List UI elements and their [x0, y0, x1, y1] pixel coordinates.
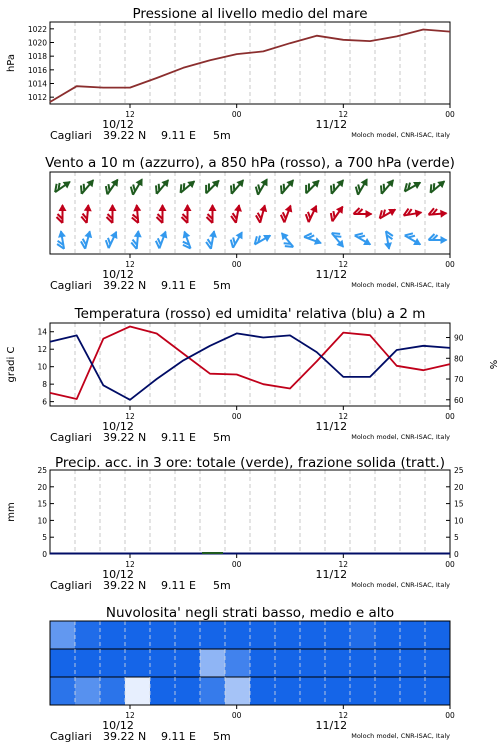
barb-arrowhead: [57, 229, 66, 237]
wind-barb: [182, 204, 192, 223]
cloud-cell: [275, 621, 301, 650]
panel-title: Temperatura (rosso) ed umidita' relativa (blu) a 2 m: [74, 306, 426, 322]
wind-barb: [52, 176, 73, 195]
wind-barb: [302, 176, 323, 197]
wind-barb: [207, 204, 217, 223]
y2-tick-label: 70: [454, 375, 464, 385]
cloud-cell: [100, 649, 126, 678]
barb-arrowhead: [388, 206, 398, 216]
date-label: 11/12: [315, 268, 348, 281]
y2-tick-label: 60: [454, 395, 464, 405]
cloud-cell: [200, 649, 226, 678]
wind-barb: [427, 176, 448, 196]
cloud-cell: [350, 621, 376, 650]
elevation: 5m: [213, 730, 231, 743]
wind-barb: [157, 204, 167, 223]
cloud-cell: [400, 621, 426, 650]
y-tick-label: 10: [37, 516, 47, 526]
wind-barb: [57, 204, 67, 223]
wind-barb: [329, 229, 349, 250]
elevation: 5m: [213, 431, 231, 444]
y-tick-label: 12: [37, 345, 47, 355]
x-tick-label: 00: [231, 560, 242, 569]
barb-arrowhead: [285, 203, 295, 212]
cloud-cell: [150, 677, 176, 706]
wind-barb: [152, 175, 172, 196]
wind-barb: [177, 176, 198, 196]
cloud-cell: [200, 677, 226, 706]
location-name: Cagliari: [50, 579, 92, 592]
barb-arrowhead: [415, 208, 423, 217]
barb-arrowhead: [413, 179, 423, 189]
wind-barb: [178, 229, 194, 250]
y-tick-label: 1014: [27, 79, 47, 89]
wind-barb: [428, 207, 448, 219]
date-label: 11/12: [315, 118, 348, 131]
latitude: 39.22 N: [103, 279, 147, 292]
wind-barb: [128, 175, 146, 196]
location-name: Cagliari: [50, 431, 92, 444]
x-tick-label: 00: [231, 711, 242, 720]
model-credit: Moloch model, CNR-ISAC, Italy: [351, 732, 450, 740]
y-tick-label: 25: [37, 466, 47, 475]
barb-arrowhead: [180, 229, 190, 238]
y2-tick-label: 80: [454, 354, 464, 364]
wind-barb: [103, 228, 120, 249]
wind-barb: [77, 175, 97, 196]
elevation: 5m: [213, 129, 231, 142]
y-tick-label: 8: [42, 380, 47, 390]
cloud-cell: [375, 649, 401, 678]
wind-barb: [253, 175, 271, 196]
model-credit: Moloch model, CNR-ISAC, Italy: [351, 433, 450, 441]
barb-arrowhead: [209, 204, 217, 211]
date-label: 11/12: [315, 719, 348, 732]
cloud-cell: [300, 621, 326, 650]
barb-arrowhead: [263, 232, 273, 242]
model-credit: Moloch model, CNR-ISAC, Italy: [351, 581, 450, 589]
cloud-cell: [425, 677, 451, 706]
barb-arrowhead: [384, 242, 393, 250]
barb-arrowhead: [184, 204, 192, 211]
cloud-cell: [425, 621, 451, 650]
x-tick-label: 12: [125, 260, 135, 269]
barb-arrowhead: [110, 229, 120, 239]
latitude: 39.22 N: [103, 129, 147, 142]
y2-tick-label: 20: [454, 482, 464, 492]
y2-tick-label: 10: [454, 516, 464, 526]
cloud-cell: [175, 649, 201, 678]
wind-barb: [403, 206, 423, 219]
cloud-cell: [400, 677, 426, 706]
cloud-cell: [75, 649, 101, 678]
wind-barb: [382, 230, 395, 250]
cloud-cell: [225, 677, 251, 706]
longitude: 9.11 E: [161, 579, 196, 592]
barb-arrowhead: [259, 203, 269, 212]
precip-bar: [202, 552, 223, 554]
cloud-cell: [325, 649, 351, 678]
latitude: 39.22 N: [103, 431, 147, 444]
longitude: 9.11 E: [161, 129, 196, 142]
wind-barb: [277, 175, 297, 196]
cloud-cell: [400, 649, 426, 678]
wind-barb: [228, 228, 246, 249]
location-name: Cagliari: [50, 129, 92, 142]
x-tick-label: 00: [231, 110, 242, 119]
barb-arrowhead: [136, 176, 146, 186]
wind-barb: [303, 202, 320, 223]
x-tick-label: 12: [125, 110, 135, 119]
barb-arrowhead: [236, 229, 246, 239]
cloud-cell: [250, 677, 276, 706]
cloud-cell: [75, 621, 101, 650]
y2-tick-label: 90: [454, 333, 464, 343]
cloud-cell: [425, 649, 451, 678]
cloud-cell: [200, 621, 226, 650]
wind-barb: [327, 175, 347, 196]
cloud-cell: [250, 621, 276, 650]
panel-title: Nuvolosita' negli strati basso, medio e alto: [105, 605, 395, 621]
panel-title: Pressione al livello medio del mare: [132, 6, 368, 22]
x-tick-label: 12: [338, 711, 349, 720]
barb-arrowhead: [160, 229, 170, 238]
wind-barb: [131, 204, 143, 224]
wind-barb: [354, 208, 373, 218]
barb-arrowhead: [109, 204, 117, 211]
y-axis-label: mm: [6, 502, 17, 522]
y2-tick-label: 25: [454, 466, 464, 475]
cloud-cell: [275, 649, 301, 678]
date-label: 10/12: [102, 568, 134, 581]
wind-barb: [353, 175, 371, 196]
x-tick-label: 12: [338, 560, 349, 569]
cloud-cell: [125, 677, 151, 706]
location-name: Cagliari: [50, 279, 92, 292]
cloud-cell: [100, 621, 126, 650]
cloud-cell: [350, 677, 376, 706]
y2-tick-label: 5: [454, 533, 459, 543]
cloud-cell: [300, 649, 326, 678]
y-axis-label: gradi C: [6, 346, 17, 383]
date-label: 10/12: [102, 420, 134, 433]
barb-arrowhead: [84, 229, 94, 238]
elevation: 5m: [213, 579, 231, 592]
wind-barb: [252, 230, 273, 248]
cloud-cell: [375, 621, 401, 650]
barb-arrowhead: [59, 204, 67, 211]
y-tick-label: 1020: [27, 38, 47, 48]
wind-barb: [107, 204, 117, 223]
barb-arrowhead: [234, 203, 243, 211]
wind-barb: [79, 229, 94, 250]
wind-barb: [303, 231, 324, 247]
x-tick-label: 12: [338, 412, 349, 421]
x-tick-label: 00: [231, 412, 242, 421]
latitude: 39.22 N: [103, 579, 147, 592]
x-tick-label: 00: [445, 711, 455, 720]
barb-arrowhead: [261, 176, 271, 186]
cloud-cell: [150, 649, 176, 678]
cloud-cell: [50, 677, 76, 706]
wind-barb: [377, 204, 398, 222]
barb-arrowhead: [413, 238, 423, 248]
wind-barb: [55, 229, 68, 249]
cloud-cell: [300, 677, 326, 706]
y2-tick-label: 0: [454, 550, 459, 559]
wind-barb: [230, 203, 243, 223]
x-tick-label: 00: [445, 110, 455, 119]
wind-barb: [102, 175, 121, 196]
y-tick-label: 1022: [27, 24, 47, 34]
y-tick-label: 6: [42, 397, 47, 407]
model-credit: Moloch model, CNR-ISAC, Italy: [351, 131, 450, 139]
y2-tick-label: 15: [454, 499, 464, 509]
barb-arrowhead: [363, 238, 373, 248]
barb-arrowhead: [209, 229, 218, 237]
x-tick-label: 12: [125, 711, 135, 720]
wind-barb: [81, 204, 93, 224]
model-credit: Moloch model, CNR-ISAC, Italy: [351, 281, 450, 289]
y-tick-label: 0: [42, 550, 47, 559]
wind-barb: [403, 230, 424, 248]
longitude: 9.11 E: [161, 730, 196, 743]
cloud-cell: [125, 621, 151, 650]
cloud-cell: [375, 677, 401, 706]
y2-axis-label: %: [487, 359, 498, 370]
wind-barb: [402, 177, 423, 195]
y-axis-label: hPa: [6, 53, 17, 73]
cloud-cell: [325, 621, 351, 650]
date-label: 11/12: [315, 420, 348, 433]
cloud-cell: [50, 621, 76, 650]
y-tick-label: 10: [37, 362, 47, 372]
wind-barb: [131, 230, 143, 250]
wind-barb: [205, 229, 218, 249]
cloud-cell: [150, 621, 176, 650]
wind-barb: [202, 176, 223, 197]
cloud-cell: [125, 649, 151, 678]
cloud-cell: [100, 677, 126, 706]
cloud-cell: [50, 649, 76, 678]
cloud-cell: [175, 677, 201, 706]
barb-arrowhead: [84, 204, 93, 212]
barb-arrowhead: [134, 230, 143, 238]
wind-barb: [429, 234, 448, 244]
x-tick-label: 12: [338, 260, 349, 269]
x-tick-label: 00: [445, 412, 455, 421]
y-tick-label: 5: [42, 533, 47, 543]
elevation: 5m: [213, 279, 231, 292]
y-tick-label: 20: [37, 482, 47, 492]
x-tick-label: 00: [231, 260, 242, 269]
cloud-cell: [275, 677, 301, 706]
cloud-cell: [75, 677, 101, 706]
x-tick-label: 00: [445, 560, 455, 569]
cloud-cell: [175, 621, 201, 650]
wind-barb: [276, 230, 296, 251]
cloud-cell: [225, 621, 251, 650]
cloud-cell: [325, 677, 351, 706]
location-name: Cagliari: [50, 730, 92, 743]
barb-arrowhead: [310, 203, 320, 213]
y-tick-label: 1016: [27, 65, 47, 75]
wind-barb: [279, 203, 295, 224]
cloud-cell: [250, 649, 276, 678]
cloud-cell: [225, 649, 251, 678]
panel-frame: [50, 22, 450, 104]
longitude: 9.11 E: [161, 431, 196, 444]
wind-barb: [227, 175, 247, 196]
date-label: 11/12: [315, 568, 348, 581]
barb-arrowhead: [440, 209, 448, 218]
wind-barb: [254, 203, 269, 224]
wind-barb: [154, 229, 170, 250]
barb-arrowhead: [441, 236, 448, 244]
wind-barb: [353, 230, 374, 248]
x-tick-label: 12: [338, 110, 349, 119]
wind-barb: [327, 202, 346, 223]
x-tick-label: 12: [125, 412, 135, 421]
y-tick-label: 1012: [27, 93, 47, 103]
x-tick-label: 12: [125, 560, 135, 569]
date-label: 10/12: [102, 268, 134, 281]
barb-arrowhead: [314, 237, 323, 247]
y-tick-label: 1018: [27, 52, 47, 62]
barb-arrowhead: [366, 210, 373, 218]
latitude: 39.22 N: [103, 730, 147, 743]
x-tick-label: 00: [445, 260, 455, 269]
panel-title: Vento a 10 m (azzurro), a 850 hPa (rosso), a 700 hPa (verde): [45, 155, 455, 171]
barb-arrowhead: [361, 176, 371, 186]
y-tick-label: 15: [37, 499, 47, 509]
longitude: 9.11 E: [161, 279, 196, 292]
date-label: 10/12: [102, 719, 134, 732]
barb-arrowhead: [159, 204, 167, 211]
barb-arrowhead: [133, 204, 142, 212]
cloud-cell: [350, 649, 376, 678]
panel-title: Precip. acc. in 3 ore: totale (verde), frazione solida (tratt.): [55, 455, 445, 471]
wind-barb: [377, 175, 397, 196]
y-tick-label: 14: [37, 327, 47, 337]
date-label: 10/12: [102, 118, 134, 131]
